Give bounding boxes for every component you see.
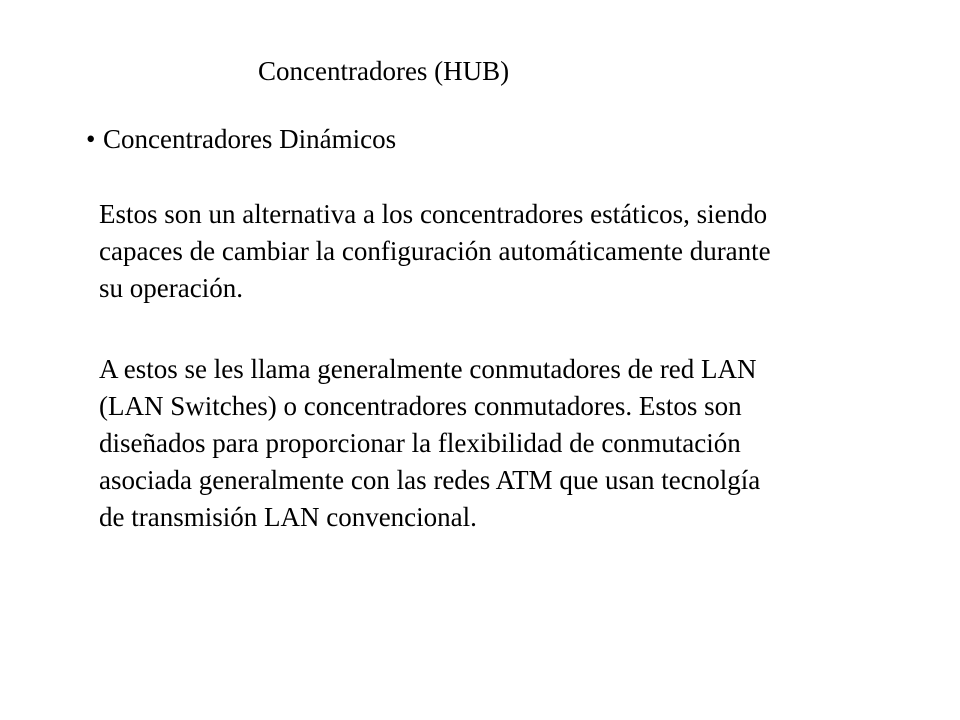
paragraph-line: su operación. xyxy=(99,273,243,303)
paragraph-2 xyxy=(99,351,889,536)
paragraph-line: de transmisión LAN convencional. xyxy=(99,502,477,532)
paragraph-line: diseñados para proporcionar la flexibilidad de conmutación xyxy=(99,428,741,458)
paragraph-line: A estos se les llama generalmente conmutadores de red LAN xyxy=(99,354,757,384)
paragraph-1 xyxy=(99,196,889,307)
bullet-text: Concentradores Dinámicos xyxy=(103,124,397,154)
paragraph-line: (LAN Switches) o concentradores conmutadores. Estos son xyxy=(99,391,742,421)
slide-title: Concentradores (HUB) xyxy=(258,56,510,86)
paragraph-line: Estos son un alternativa a los concentradores estáticos, siendo xyxy=(99,199,768,229)
paragraph-line: capaces de cambiar la configuración automáticamente durante xyxy=(99,236,771,266)
paragraph-line: asociada generalmente con las redes ATM que usan tecnolgía xyxy=(99,465,761,495)
bullet-item xyxy=(86,121,396,157)
bullet-icon: • xyxy=(86,124,96,154)
